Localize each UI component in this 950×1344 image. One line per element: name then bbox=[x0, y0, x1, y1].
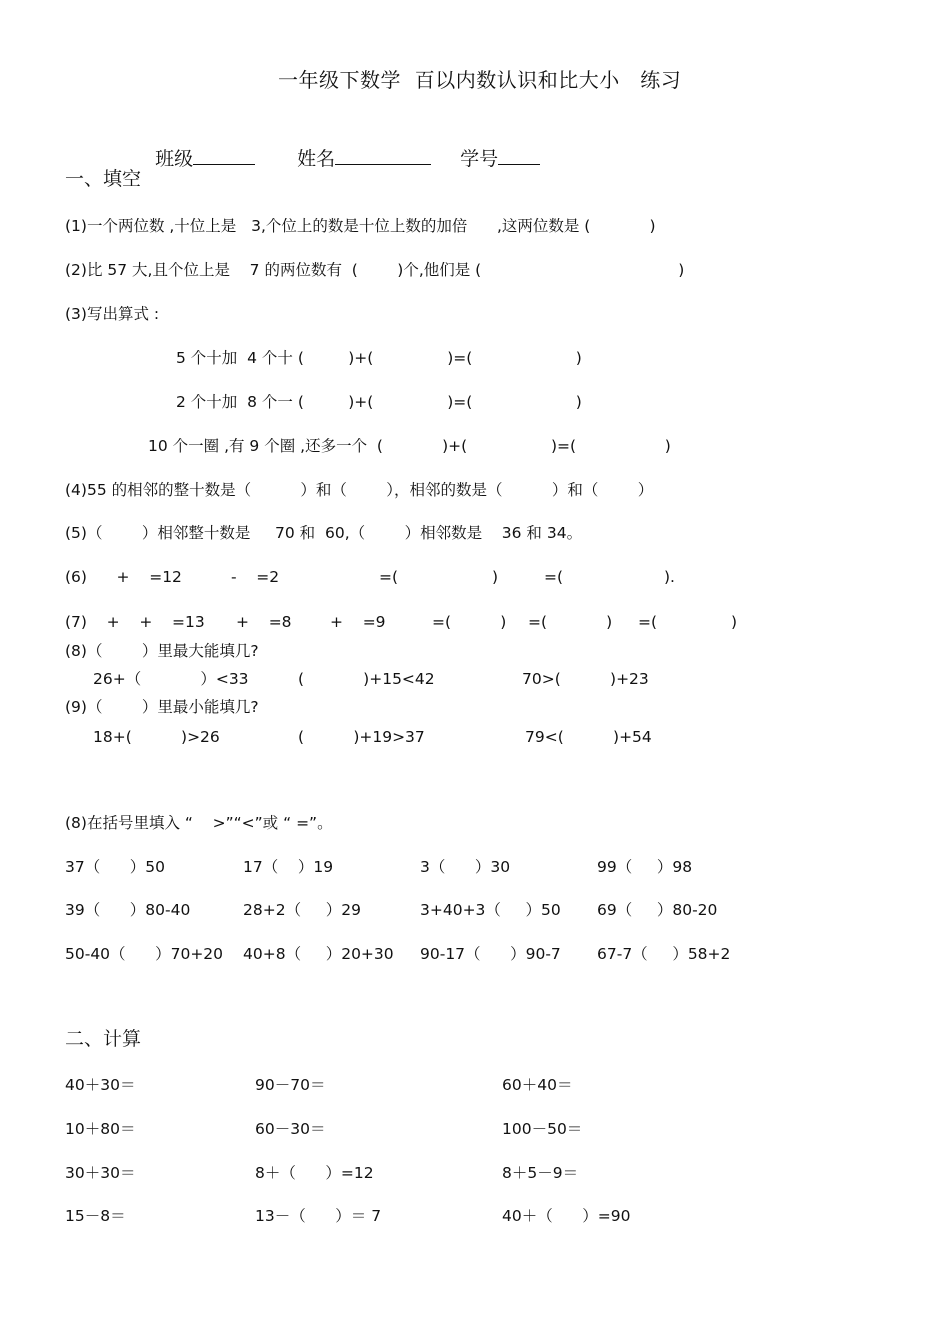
question-7-part: (7) + + =13 bbox=[65, 613, 205, 631]
id-field bbox=[448, 128, 540, 169]
question-2: (2)比 57 大,且个位上是 7 的两位数有 ( )个,他们是 ( ) bbox=[65, 261, 685, 279]
question-6-part: (6) + =12 bbox=[65, 568, 182, 586]
question-7-part: =( ) bbox=[528, 613, 613, 631]
question-3: (3)写出算式 : bbox=[65, 305, 160, 323]
name-field bbox=[285, 128, 431, 169]
compare-item: 37（ ）50 bbox=[65, 858, 166, 876]
question-9-item: 18+( )>26 bbox=[93, 728, 220, 746]
question-6-part: - =2 bbox=[231, 568, 280, 586]
calc-item: 30＋30＝ bbox=[65, 1164, 136, 1182]
worksheet-title: 一年级下数学 百以内数认识和比大小 练习 bbox=[278, 68, 682, 92]
question-8-item: 26+（ ）<33 bbox=[93, 670, 249, 688]
calc-item: 40＋（ ）=90 bbox=[502, 1207, 631, 1225]
calc-item: 15－8＝ bbox=[65, 1207, 126, 1225]
question-7-part: + =8 bbox=[236, 613, 292, 631]
class-field bbox=[143, 128, 255, 169]
question-1: (1)一个两位数 ,十位上是 3,个位上的数是十位上数的加倍 ,这两位数是 ( ) bbox=[65, 217, 656, 235]
question-6-part: =( bbox=[544, 568, 564, 586]
compare-heading: (8)在括号里填入 “ >”“<”或 “ =”。 bbox=[65, 814, 333, 832]
calc-item: 60＋40＝ bbox=[502, 1076, 573, 1094]
class-label: 班级 bbox=[155, 148, 194, 170]
section-2-heading: 二、计算 bbox=[65, 1028, 142, 1050]
calc-item: 40＋30＝ bbox=[65, 1076, 136, 1094]
question-3a: 5 个十加 4 个十 ( )+( )=( ) bbox=[176, 349, 582, 367]
question-6-part: =( bbox=[379, 568, 399, 586]
question-6-part: ) bbox=[492, 568, 499, 586]
compare-item: 3+40+3（ ）50 bbox=[420, 901, 561, 919]
name-blank[interactable] bbox=[335, 148, 431, 165]
compare-item: 99（ ）98 bbox=[597, 858, 693, 876]
calc-item: 8＋（ ）=12 bbox=[255, 1164, 374, 1182]
question-4: (4)55 的相邻的整十数是（ ）和（ ），相邻的数是（ ）和（ ） bbox=[65, 481, 654, 499]
question-9-item: 79<( )+54 bbox=[525, 728, 652, 746]
compare-item: 90-17（ ）90-7 bbox=[420, 945, 561, 963]
id-label: 学号 bbox=[460, 148, 499, 170]
question-7-part: =( ) bbox=[638, 613, 737, 631]
question-9-heading: (9)（ ）里最小能填几? bbox=[65, 698, 259, 716]
question-5: (5)（ ）相邻整十数是 70 和 60,（ ）相邻数是 36 和 34。 bbox=[65, 524, 583, 542]
calc-item: 60－30＝ bbox=[255, 1120, 326, 1138]
compare-item: 3（ ）30 bbox=[420, 858, 511, 876]
class-blank[interactable] bbox=[193, 148, 255, 165]
name-label: 姓名 bbox=[297, 148, 336, 170]
compare-item: 50-40（ ）70+20 bbox=[65, 945, 224, 963]
question-6-part: ). bbox=[664, 568, 675, 586]
id-blank[interactable] bbox=[498, 148, 540, 165]
question-8-heading: (8)（ ）里最大能填几? bbox=[65, 642, 259, 660]
compare-item: 69（ ）80-20 bbox=[597, 901, 718, 919]
calc-item: 8＋5－9＝ bbox=[502, 1164, 579, 1182]
compare-item: 39（ ）80-40 bbox=[65, 901, 191, 919]
calc-item: 100－50＝ bbox=[502, 1120, 583, 1138]
question-7-part: + =9 bbox=[330, 613, 386, 631]
calc-item: 90－70＝ bbox=[255, 1076, 326, 1094]
question-3b: 2 个十加 8 个一 ( )+( )=( ) bbox=[176, 393, 582, 411]
question-3c: 10 个一圈 ,有 9 个圈 ,还多一个 ( )+( )=( ) bbox=[148, 437, 671, 455]
calc-item: 10＋80＝ bbox=[65, 1120, 136, 1138]
compare-item: 17（ ）19 bbox=[243, 858, 334, 876]
question-8-item: ( )+15<42 bbox=[298, 670, 435, 688]
compare-item: 28+2（ ）29 bbox=[243, 901, 361, 919]
section-1-heading: 一、填空 bbox=[65, 168, 142, 190]
compare-item: 67-7（ ）58+2 bbox=[597, 945, 731, 963]
question-8-item: 70>( )+23 bbox=[522, 670, 649, 688]
question-7-part: =( ) bbox=[432, 613, 507, 631]
compare-item: 40+8（ ）20+30 bbox=[243, 945, 394, 963]
calc-item: 13－（ ）＝ 7 bbox=[255, 1207, 382, 1225]
question-9-item: ( )+19>37 bbox=[298, 728, 425, 746]
